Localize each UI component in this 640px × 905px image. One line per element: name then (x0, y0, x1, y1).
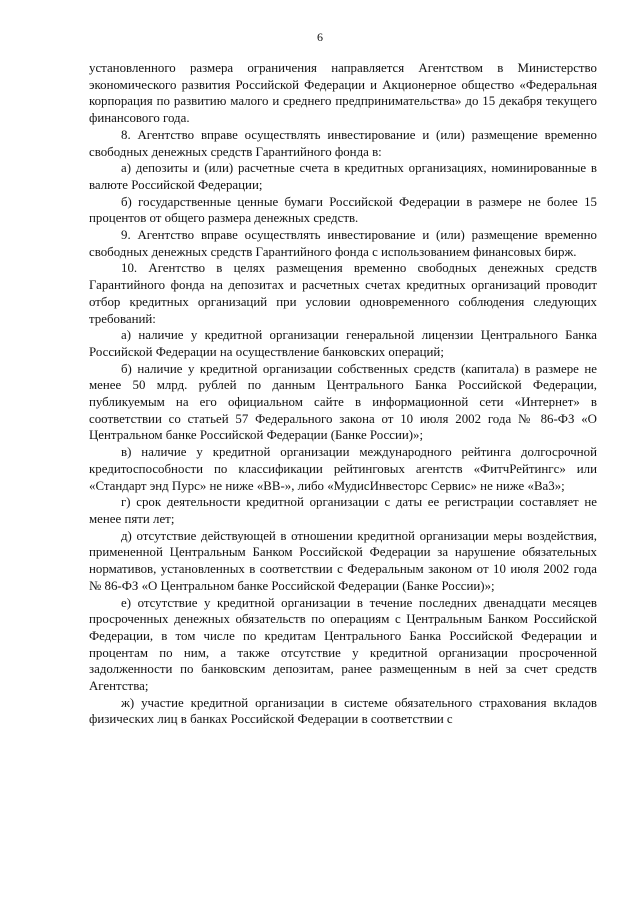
paragraph-item-9: 9. Агентство вправе осуществлять инвестирование и (или) размещение временно свободных денежных средств Гарантийного фонда с использованием финансовых бирж. (89, 228, 597, 259)
paragraph-item-8: 8. Агентство вправе осуществлять инвестирование и (или) размещение временно свободных денежных средств Гарантийного фонда в: (89, 127, 597, 159)
paragraph-item-10g: г) срок деятельности кредитной организации с даты ее регистрации составляет не менее пяти лет; (89, 495, 597, 526)
page-number: 6 (317, 30, 323, 44)
paragraph-item-10b: б) наличие у кредитной организации собственных средств (капитала) в размере не менее 50 млрд. рублей по данным Центрального Банка Российской Федерации, публикуемым на его официальном сайте в информационной сети «Интернет» в соответствии со статьей 57 Федерального закона от 10 июля 2002 года № 86-ФЗ «О Центральном банке Российской Федерации (Банке России)»; (89, 361, 597, 443)
paragraph-item-10a: а) наличие у кредитной организации генеральной лицензии Центрального Банка Российской Федерации на осуществление банковских операций; (89, 328, 597, 359)
paragraph-item-8b: б) государственные ценные бумаги Российской Федерации в размере не более 15 процентов от общего размера денежных средств. (89, 194, 597, 226)
paragraph-item-10e: е) отсутствие у кредитной организации в течение последних двенадцати месяцев просроченных денежных обязательств по операциям с Центральным Банком Российской Федерации, в том числе по кредитам Центрального Банка Российской Федерации и процентам по ним, а также отсутствие у кредитной организации просроченной задолженности по банковским депозитам, ранее размещенным в ней за счет средств Агентства; (89, 595, 597, 694)
paragraph-item-10d: д) отсутствие действующей в отношении кредитной организации меры воздействия, примененной Центральным Банком Российской Федерации за нарушение обязательных нормативов, установленных в соответствии с Федеральным законом от 10 июля 2002 года № 86-ФЗ «О Центральном банке Российской Федерации (Банке России)»; (89, 528, 597, 593)
paragraph-item-10: 10. Агентство в целях размещения временно свободных денежных средств Гарантийного фонда на депозитах и расчетных счетах кредитных организаций проводит отбор кредитных организаций при условии одновременного соблюдения следующих требований: (89, 261, 597, 326)
paragraph-item-8a: а) депозиты и (или) расчетные счета в кредитных организациях, номинированные в валюте Российской Федерации; (89, 161, 597, 192)
paragraph-item-10zh: ж) участие кредитной организации в системе обязательного страхования вкладов физических лиц в банках Российской Федерации в соответствии с (89, 695, 597, 727)
paragraph-continuation: установленного размера ограничения направляется Агентством в Министерство экономического развития Российской Федерации и Акционерное общество «Федеральная корпорация по развитию малого и среднего предпринимательства» до 15 декабря текущего финансового года. (89, 61, 597, 126)
paragraph-item-10v: в) наличие у кредитной организации международного рейтинга долгосрочной кредитоспособности по классификации рейтинговых агентств «ФитчРейтингс» или «Стандарт энд Пурс» не ниже «BB-», либо «МудисИнвесторс Сервис» не ниже «Ba3»; (89, 445, 597, 493)
document-body (89, 60, 597, 728)
